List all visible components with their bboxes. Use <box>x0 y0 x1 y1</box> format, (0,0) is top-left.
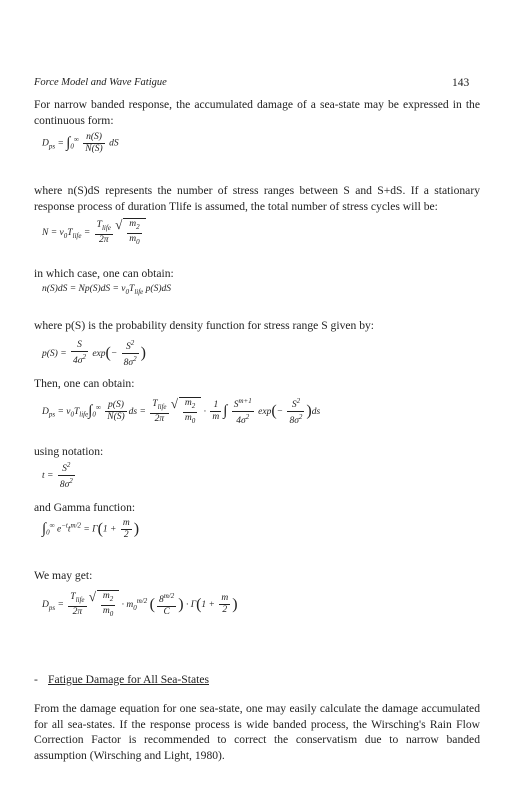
section-bullet: - <box>34 673 38 686</box>
equation-total-cycles: $N = v_0T_{life}$ = $\frac{T_{life}}{2\pi}$ √ $\frac{m_2}{m_0}$ <box>42 218 146 248</box>
paragraph-gamma-function: and Gamma function: <box>34 501 136 514</box>
paragraph-then: Then, one can obtain: <box>34 377 135 390</box>
equation-cycle-count: $n(S)dS = Np(S)dS = v_0T_{life}$ p(S)dS <box>42 284 171 296</box>
paragraph-all-sea-states: From the damage equation for one sea-state, one may easily calculate the damage accumulated for all sea-states. If the response process is wide banded process, the Wirsching's Rain Flow Correction Factor is recommended to correct the conservatism due to narrow banded assumption (Wirsching and Light, 1980). <box>34 702 480 762</box>
equation-rayleigh-pdf: p(S) = $\frac{S}{4\sigma^2}$ exp(− $\frac{S^2}{8\sigma^2}$ ) <box>42 339 146 369</box>
paragraph-in-which-case: in which case, one can obtain: <box>34 267 174 280</box>
paragraph-probability-density: where p(S) is the probability density function for stress range S given by: <box>34 319 375 332</box>
equation-notation-t: t = $\frac{S^2}{8\sigma^2}$ <box>42 461 73 491</box>
equation-gamma-function: $\int_0^\infty$ $e^{-t}t^{m/2} = \Gamma(1$ + $\frac{m}{2}$ ) <box>42 518 140 540</box>
paragraph-stress-ranges: where n(S)dS represents the number of stress ranges between S and S+dS. If a stationary response process of duration Tlife is assumed, the total number of stress cycles will be: <box>34 184 480 213</box>
page-number: 143 <box>452 77 470 89</box>
paragraph-using-notation: using notation: <box>34 445 104 458</box>
equation-final-damage: $D_{ps}$ = $\frac{T_{life}}{2\pi}$ √ $\frac{m_2}{m_0}$ · $m_0^{m/2}$ ( $\frac{8^{m/2}}{C}$ ) · Γ(1 + $\frac{m}{2}$ ) <box>42 590 238 620</box>
equation-damage-continuous: $D_{ps} = \int_0^\infty$ $\frac{n(S)}{N(S)}$ dS <box>42 132 119 154</box>
section-title: Fatigue Damage for All Sea-States <box>48 673 209 686</box>
section-heading <box>34 673 209 686</box>
equation-damage-integral: $D_{ps} = v_0T_{life}\int_0^\infty$ $\frac{p(S)}{N(S)}$ ds = $\frac{T_{life}}{2\pi}$ √ $\frac{m_2}{m_0}$ · $\frac{1}{m}$ ∫ $\frac{S^{m+1}}{4\sigma^2}$ exp(− $\frac{S^2}{8\sigma^2}$ )ds <box>42 396 320 427</box>
paragraph-narrow-banded: For narrow banded response, the accumulated damage of a sea-state may be expressed in the continuous form: <box>34 98 480 127</box>
running-header: Force Model and Wave Fatigue <box>34 77 167 88</box>
paragraph-we-may-get: We may get: <box>34 569 93 582</box>
